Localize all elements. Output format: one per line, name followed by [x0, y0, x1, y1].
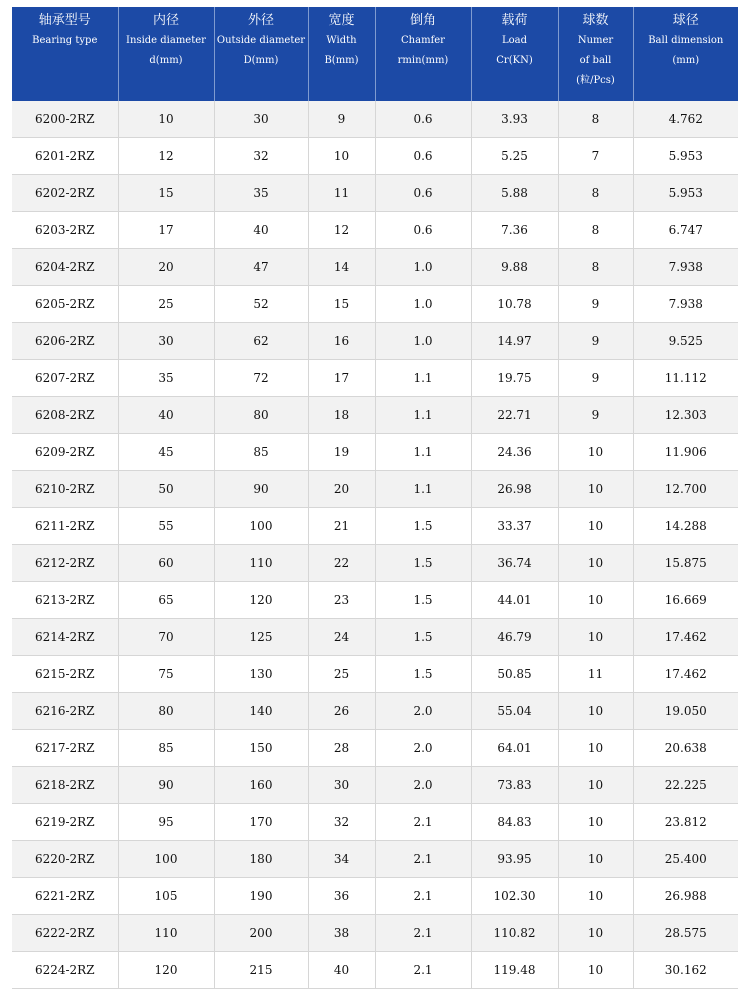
cell-ball-dimension: 22.225 — [633, 767, 738, 804]
cell-chamfer: 2.0 — [375, 767, 471, 804]
cell-chamfer: 1.1 — [375, 360, 471, 397]
cell-ball-count: 10 — [558, 693, 633, 730]
cell-load: 93.95 — [471, 841, 558, 878]
cell-outside-diameter: 85 — [214, 434, 308, 471]
table-row — [12, 101, 738, 138]
table-row — [12, 878, 738, 915]
cell-outside-diameter: 140 — [214, 693, 308, 730]
cell-inside-diameter: 80 — [118, 693, 214, 730]
cell-width: 15 — [308, 286, 375, 323]
header-ball-count-en-label: (粒/Pcs) — [576, 75, 615, 86]
cell-load: 102.30 — [471, 878, 558, 915]
cell-ball-count: 9 — [558, 286, 633, 323]
cell-bearing-type: 6221-2RZ — [12, 878, 118, 915]
cell-inside-diameter: 110 — [118, 915, 214, 952]
cell-chamfer: 1.1 — [375, 471, 471, 508]
cell-ball-count: 8 — [558, 101, 633, 138]
cell-ball-count: 8 — [558, 249, 633, 286]
cell-width: 16 — [308, 323, 375, 360]
table-row — [12, 249, 738, 286]
cell-outside-diameter: 190 — [214, 878, 308, 915]
cell-outside-diameter: 72 — [214, 360, 308, 397]
header-bearing-type-cn-label: 轴承型号 — [38, 13, 91, 28]
table-header — [12, 7, 738, 101]
cell-load: 26.98 — [471, 471, 558, 508]
cell-width: 36 — [308, 878, 375, 915]
cell-width: 25 — [308, 656, 375, 693]
table-row — [12, 693, 738, 730]
table-row — [12, 952, 738, 989]
cell-inside-diameter: 25 — [118, 286, 214, 323]
cell-chamfer: 0.6 — [375, 138, 471, 175]
header-inside-diameter — [118, 7, 214, 101]
cell-ball-count: 10 — [558, 471, 633, 508]
cell-width: 19 — [308, 434, 375, 471]
cell-ball-dimension: 30.162 — [633, 952, 738, 989]
cell-outside-diameter: 130 — [214, 656, 308, 693]
cell-chamfer: 1.5 — [375, 508, 471, 545]
cell-load: 10.78 — [471, 286, 558, 323]
cell-outside-diameter: 100 — [214, 508, 308, 545]
table-row — [12, 656, 738, 693]
cell-load: 22.71 — [471, 397, 558, 434]
cell-inside-diameter: 40 — [118, 397, 214, 434]
cell-inside-diameter: 70 — [118, 619, 214, 656]
cell-ball-dimension: 20.638 — [633, 730, 738, 767]
cell-ball-dimension: 4.762 — [633, 101, 738, 138]
header-width-en-label: B(mm) — [324, 55, 359, 66]
cell-inside-diameter: 35 — [118, 360, 214, 397]
cell-load: 44.01 — [471, 582, 558, 619]
cell-outside-diameter: 160 — [214, 767, 308, 804]
header-width-cn-label: 宽度 — [328, 13, 355, 28]
cell-width: 10 — [308, 138, 375, 175]
cell-outside-diameter: 180 — [214, 841, 308, 878]
cell-inside-diameter: 90 — [118, 767, 214, 804]
cell-chamfer: 2.1 — [375, 878, 471, 915]
header-inside-diameter-en-label: Inside diameter — [126, 35, 206, 46]
cell-chamfer: 0.6 — [375, 101, 471, 138]
table-row — [12, 175, 738, 212]
cell-bearing-type: 6210-2RZ — [12, 471, 118, 508]
bearing-spec-table-container — [12, 7, 738, 989]
cell-ball-dimension: 5.953 — [633, 175, 738, 212]
cell-load: 55.04 — [471, 693, 558, 730]
header-outside-diameter-en-label: Outside diameter — [216, 35, 306, 46]
cell-ball-count: 10 — [558, 582, 633, 619]
cell-bearing-type: 6217-2RZ — [12, 730, 118, 767]
header-ball-dimension-en-label: (mm) — [672, 55, 700, 66]
cell-chamfer: 1.5 — [375, 582, 471, 619]
cell-ball-dimension: 28.575 — [633, 915, 738, 952]
cell-outside-diameter: 150 — [214, 730, 308, 767]
cell-bearing-type: 6222-2RZ — [12, 915, 118, 952]
cell-ball-count: 9 — [558, 397, 633, 434]
cell-bearing-type: 6201-2RZ — [12, 138, 118, 175]
cell-ball-dimension: 7.938 — [633, 286, 738, 323]
cell-inside-diameter: 55 — [118, 508, 214, 545]
header-ball-count-cn-label: 球数 — [582, 13, 609, 28]
bearing-spec-table — [12, 7, 738, 989]
cell-outside-diameter: 62 — [214, 323, 308, 360]
cell-outside-diameter: 90 — [214, 471, 308, 508]
cell-bearing-type: 6203-2RZ — [12, 212, 118, 249]
cell-ball-dimension: 12.700 — [633, 471, 738, 508]
cell-ball-dimension: 16.669 — [633, 582, 738, 619]
cell-bearing-type: 6220-2RZ — [12, 841, 118, 878]
cell-bearing-type: 6208-2RZ — [12, 397, 118, 434]
table-row — [12, 360, 738, 397]
cell-outside-diameter: 110 — [214, 545, 308, 582]
cell-load: 110.82 — [471, 915, 558, 952]
cell-inside-diameter: 20 — [118, 249, 214, 286]
cell-inside-diameter: 17 — [118, 212, 214, 249]
header-chamfer — [375, 7, 471, 101]
cell-chamfer: 1.0 — [375, 249, 471, 286]
cell-chamfer: 2.0 — [375, 693, 471, 730]
cell-ball-count: 10 — [558, 804, 633, 841]
header-row — [12, 7, 738, 101]
cell-width: 12 — [308, 212, 375, 249]
cell-width: 34 — [308, 841, 375, 878]
table-row — [12, 138, 738, 175]
cell-outside-diameter: 35 — [214, 175, 308, 212]
cell-load: 119.48 — [471, 952, 558, 989]
cell-width: 17 — [308, 360, 375, 397]
cell-load: 73.83 — [471, 767, 558, 804]
cell-bearing-type: 6224-2RZ — [12, 952, 118, 989]
cell-load: 64.01 — [471, 730, 558, 767]
header-outside-diameter — [214, 7, 308, 101]
cell-load: 84.83 — [471, 804, 558, 841]
header-ball-count-en-label: Numer — [577, 35, 614, 46]
table-row — [12, 397, 738, 434]
cell-inside-diameter: 75 — [118, 656, 214, 693]
cell-ball-dimension: 11.112 — [633, 360, 738, 397]
table-row — [12, 286, 738, 323]
header-outside-diameter-en-label: D(mm) — [243, 55, 279, 66]
cell-ball-count: 8 — [558, 212, 633, 249]
cell-outside-diameter: 52 — [214, 286, 308, 323]
cell-bearing-type: 6212-2RZ — [12, 545, 118, 582]
table-row — [12, 915, 738, 952]
cell-ball-count: 10 — [558, 434, 633, 471]
cell-outside-diameter: 47 — [214, 249, 308, 286]
cell-chamfer: 0.6 — [375, 175, 471, 212]
cell-bearing-type: 6202-2RZ — [12, 175, 118, 212]
cell-inside-diameter: 120 — [118, 952, 214, 989]
cell-width: 20 — [308, 471, 375, 508]
cell-inside-diameter: 45 — [118, 434, 214, 471]
cell-ball-dimension: 15.875 — [633, 545, 738, 582]
cell-ball-count: 7 — [558, 138, 633, 175]
cell-ball-count: 10 — [558, 619, 633, 656]
cell-ball-dimension: 17.462 — [633, 656, 738, 693]
cell-ball-count: 9 — [558, 360, 633, 397]
cell-ball-dimension: 14.288 — [633, 508, 738, 545]
cell-width: 18 — [308, 397, 375, 434]
table-row — [12, 804, 738, 841]
header-ball-count-en-label: of ball — [579, 55, 612, 66]
cell-bearing-type: 6213-2RZ — [12, 582, 118, 619]
cell-outside-diameter: 215 — [214, 952, 308, 989]
cell-outside-diameter: 40 — [214, 212, 308, 249]
cell-width: 28 — [308, 730, 375, 767]
table-row — [12, 471, 738, 508]
header-inside-diameter-cn-label: 内径 — [152, 13, 179, 28]
header-load-en-label: Cr(KN) — [496, 55, 533, 66]
cell-ball-dimension: 11.906 — [633, 434, 738, 471]
cell-inside-diameter: 105 — [118, 878, 214, 915]
header-width — [308, 7, 375, 101]
cell-load: 24.36 — [471, 434, 558, 471]
cell-bearing-type: 6209-2RZ — [12, 434, 118, 471]
header-bearing-type-en-label: Bearing type — [32, 35, 98, 46]
cell-width: 22 — [308, 545, 375, 582]
cell-bearing-type: 6219-2RZ — [12, 804, 118, 841]
cell-outside-diameter: 30 — [214, 101, 308, 138]
cell-ball-count: 10 — [558, 878, 633, 915]
cell-bearing-type: 6216-2RZ — [12, 693, 118, 730]
cell-width: 30 — [308, 767, 375, 804]
table-row — [12, 841, 738, 878]
cell-outside-diameter: 170 — [214, 804, 308, 841]
cell-inside-diameter: 30 — [118, 323, 214, 360]
header-ball-dimension-en-label: Ball dimension — [648, 35, 724, 46]
cell-chamfer: 2.1 — [375, 804, 471, 841]
cell-chamfer: 1.5 — [375, 619, 471, 656]
cell-width: 24 — [308, 619, 375, 656]
header-ball-dimension-cn-label: 球径 — [672, 13, 699, 28]
cell-width: 38 — [308, 915, 375, 952]
cell-ball-count: 10 — [558, 767, 633, 804]
cell-inside-diameter: 85 — [118, 730, 214, 767]
cell-bearing-type: 6218-2RZ — [12, 767, 118, 804]
cell-ball-dimension: 5.953 — [633, 138, 738, 175]
cell-inside-diameter: 100 — [118, 841, 214, 878]
cell-outside-diameter: 120 — [214, 582, 308, 619]
header-width-en-label: Width — [326, 35, 357, 46]
header-chamfer-en-label: rmin(mm) — [397, 55, 449, 66]
cell-load: 14.97 — [471, 323, 558, 360]
cell-load: 33.37 — [471, 508, 558, 545]
header-outside-diameter-cn-label: 外径 — [247, 13, 274, 28]
cell-ball-count: 8 — [558, 175, 633, 212]
cell-outside-diameter: 32 — [214, 138, 308, 175]
cell-load: 9.88 — [471, 249, 558, 286]
header-bearing-type — [12, 7, 118, 101]
header-chamfer-cn-label: 倒角 — [409, 13, 436, 28]
cell-bearing-type: 6204-2RZ — [12, 249, 118, 286]
cell-ball-dimension: 6.747 — [633, 212, 738, 249]
cell-chamfer: 2.1 — [375, 952, 471, 989]
cell-load: 5.88 — [471, 175, 558, 212]
table-row — [12, 212, 738, 249]
cell-outside-diameter: 80 — [214, 397, 308, 434]
cell-inside-diameter: 65 — [118, 582, 214, 619]
cell-ball-dimension: 19.050 — [633, 693, 738, 730]
cell-ball-dimension: 26.988 — [633, 878, 738, 915]
cell-chamfer: 2.1 — [375, 841, 471, 878]
cell-chamfer: 1.5 — [375, 545, 471, 582]
cell-chamfer: 1.0 — [375, 286, 471, 323]
cell-load: 19.75 — [471, 360, 558, 397]
cell-ball-count: 10 — [558, 545, 633, 582]
cell-width: 32 — [308, 804, 375, 841]
cell-width: 9 — [308, 101, 375, 138]
cell-ball-dimension: 12.303 — [633, 397, 738, 434]
header-chamfer-en-label: Chamfer — [401, 35, 445, 46]
cell-inside-diameter: 15 — [118, 175, 214, 212]
cell-width: 23 — [308, 582, 375, 619]
cell-inside-diameter: 10 — [118, 101, 214, 138]
table-row — [12, 323, 738, 360]
table-row — [12, 767, 738, 804]
cell-bearing-type: 6215-2RZ — [12, 656, 118, 693]
cell-ball-count: 10 — [558, 915, 633, 952]
header-ball-dimension — [633, 7, 738, 101]
cell-chamfer: 2.1 — [375, 915, 471, 952]
table-row — [12, 545, 738, 582]
cell-inside-diameter: 50 — [118, 471, 214, 508]
cell-bearing-type: 6211-2RZ — [12, 508, 118, 545]
cell-width: 40 — [308, 952, 375, 989]
cell-outside-diameter: 200 — [214, 915, 308, 952]
table-row — [12, 434, 738, 471]
cell-ball-count: 11 — [558, 656, 633, 693]
cell-bearing-type: 6207-2RZ — [12, 360, 118, 397]
cell-width: 21 — [308, 508, 375, 545]
cell-ball-dimension: 23.812 — [633, 804, 738, 841]
cell-load: 7.36 — [471, 212, 558, 249]
cell-width: 14 — [308, 249, 375, 286]
header-load-cn-label: 载荷 — [501, 13, 528, 28]
cell-ball-count: 10 — [558, 841, 633, 878]
cell-chamfer: 1.1 — [375, 397, 471, 434]
cell-load: 5.25 — [471, 138, 558, 175]
cell-width: 26 — [308, 693, 375, 730]
cell-ball-dimension: 9.525 — [633, 323, 738, 360]
table-body — [12, 101, 738, 989]
table-row — [12, 730, 738, 767]
cell-load: 3.93 — [471, 101, 558, 138]
cell-load: 36.74 — [471, 545, 558, 582]
cell-inside-diameter: 12 — [118, 138, 214, 175]
header-load — [471, 7, 558, 101]
cell-chamfer: 0.6 — [375, 212, 471, 249]
header-inside-diameter-en-label: d(mm) — [149, 55, 183, 66]
cell-load: 50.85 — [471, 656, 558, 693]
cell-chamfer: 2.0 — [375, 730, 471, 767]
cell-ball-dimension: 17.462 — [633, 619, 738, 656]
cell-width: 11 — [308, 175, 375, 212]
cell-ball-count: 10 — [558, 508, 633, 545]
cell-ball-dimension: 7.938 — [633, 249, 738, 286]
header-ball-count — [558, 7, 633, 101]
table-row — [12, 619, 738, 656]
cell-load: 46.79 — [471, 619, 558, 656]
cell-bearing-type: 6214-2RZ — [12, 619, 118, 656]
table-row — [12, 582, 738, 619]
cell-ball-count: 10 — [558, 730, 633, 767]
cell-outside-diameter: 125 — [214, 619, 308, 656]
cell-ball-dimension: 25.400 — [633, 841, 738, 878]
table-row — [12, 508, 738, 545]
cell-inside-diameter: 60 — [118, 545, 214, 582]
header-load-en-label: Load — [501, 35, 528, 46]
cell-chamfer: 1.1 — [375, 434, 471, 471]
cell-ball-count: 9 — [558, 323, 633, 360]
cell-chamfer: 1.0 — [375, 323, 471, 360]
cell-bearing-type: 6205-2RZ — [12, 286, 118, 323]
cell-ball-count: 10 — [558, 952, 633, 989]
cell-bearing-type: 6206-2RZ — [12, 323, 118, 360]
cell-inside-diameter: 95 — [118, 804, 214, 841]
cell-chamfer: 1.5 — [375, 656, 471, 693]
cell-bearing-type: 6200-2RZ — [12, 101, 118, 138]
